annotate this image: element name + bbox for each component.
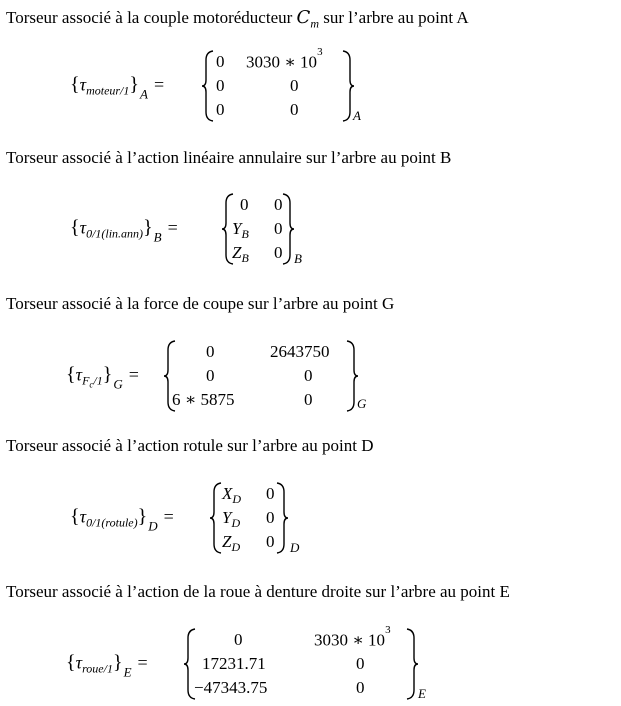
right-brace — [282, 193, 294, 265]
torsor-e-matrix: 0 3030 ∗ $10^3$ 17231.71 0 −47343.75 0 — [194, 624, 391, 697]
torsor-d-matrix: $X_D$ 0 $Y_D$ 0 $Z_D$ 0 — [222, 484, 275, 554]
text-line-5: Torseur associé à l’action de la roue à denture droite sur l’arbre au point E — [6, 582, 510, 601]
torsor-e-point: E — [418, 686, 426, 701]
torsor-a — [70, 46, 390, 123]
torsor-a-lhs: { τ moteur/1 } A = — [70, 73, 165, 102]
text-line-1: Torseur associé à la couple motoréducteur $C_m$ sur l’arbre au point A — [6, 7, 469, 31]
torsor-a-matrix: 0 3030 ∗ $10^3$ 0 0 0 0 — [216, 46, 323, 119]
left-brace — [202, 50, 214, 122]
torsor-g — [66, 340, 386, 412]
text-line-3: Torseur associé à la force de coupe sur l’arbre au point G — [6, 294, 395, 313]
text-line-4: Torseur associé à l’action rotule sur l’arbre au point D — [6, 436, 374, 455]
torsor-g-point: G — [357, 396, 367, 411]
torsor-a-point: A — [353, 108, 361, 123]
torsor-b-lhs: { τ 0/1(lin.ann) } B = — [70, 216, 178, 245]
torsor-e — [66, 624, 436, 701]
right-brace — [276, 482, 288, 554]
torsor-d-lhs: { τ 0/1(rotule) } D = — [70, 505, 174, 534]
left-brace — [210, 482, 222, 554]
torsor-e-lhs: { τ roue/1 } E = — [66, 651, 148, 680]
var-c: C — [296, 7, 311, 28]
torsor-d-point: D — [290, 540, 300, 555]
torsor-b — [70, 193, 330, 265]
torsor-g-lhs: { τ $F_c/1$ } G = — [66, 363, 139, 392]
var-c-sub: m — [310, 16, 319, 31]
text-line-2: Torseur associé à l’action linéaire annulaire sur l’arbre au point B — [6, 148, 452, 167]
torsor-d — [70, 482, 330, 554]
right-brace — [406, 628, 418, 700]
torsor-g-matrix: 0 2643750 0 0 6 ∗ 5875 0 — [172, 342, 330, 409]
torsor-b-matrix: 0 0 $Y_B$ 0 $Z_B$ 0 — [232, 195, 283, 265]
torsor-b-point: B — [294, 251, 302, 266]
